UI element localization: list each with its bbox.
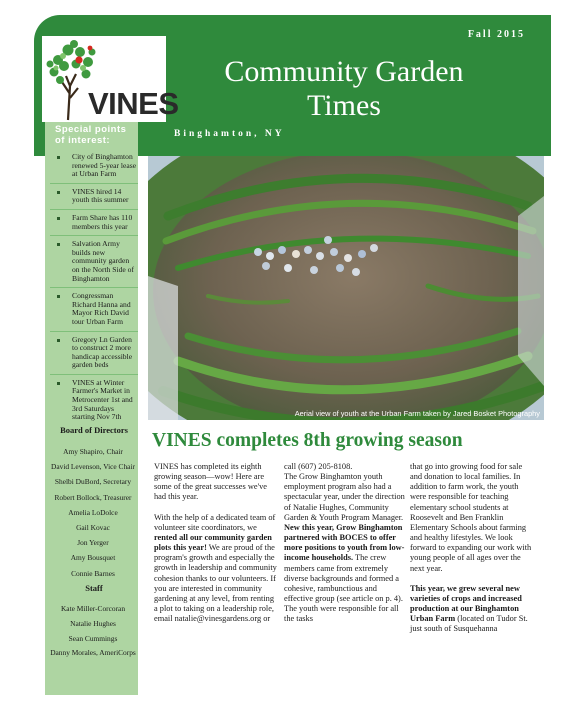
point-text: Farm Share has 110 members this year <box>72 212 133 231</box>
text-run: The crew members came from extremely diverse backgrounds and formed a cohesive, rambunctious and effective group (see article on p. 4). The youth were responsible for all the tasks <box>284 553 403 624</box>
list-item: Danny Morales, AmeriCorps <box>50 648 136 658</box>
text-run-bold: rented all our community garden plots this year! <box>154 532 272 553</box>
paragraph <box>410 584 534 635</box>
article-column-3 <box>410 462 534 645</box>
paragraph: VINES has completed its eighth growing season—wow! Here are some of the great successes we've had this year. <box>154 462 267 502</box>
point-text: City of Binghamton renewed 5-year lease at Urban Farm <box>72 152 137 179</box>
list-item: Robert Bollock, Treasurer <box>54 492 132 502</box>
text-run: call (607) 205-8108. <box>284 462 353 471</box>
logo-text: VINES <box>88 86 179 121</box>
text-run: (located on Tudor St. just south of Susquehanna <box>410 614 528 634</box>
text-run-bold: New this year, Grow Binghamton partnered with BOCES to offer more positions to youth from low-income households. <box>284 522 405 563</box>
photo-caption: Aerial view of youth at the Urban Farm taken by Jared Bosket Photography <box>294 409 540 418</box>
bullet-icon <box>57 295 60 298</box>
list-item: Sean Cummings <box>68 633 118 643</box>
text-run: We are proud of the program's growth and especially the growth in leadership and community cohesion thanks to our volunteers. If you are interested in community gardening at any level, from renting a plot to taking on a leadership role, email natalie@vinesgardens.org or <box>154 543 277 624</box>
bullet-icon <box>57 191 60 194</box>
article-headline: VINES completes 8th growing season <box>152 430 463 451</box>
point-text: Gregory Ln Garden to construct 2 more handicap accessible garden beds <box>72 334 133 370</box>
bullet-icon <box>57 339 60 342</box>
list-item: David Levenson, Vice Chair <box>51 462 135 472</box>
board-list <box>45 444 141 581</box>
vines-logo <box>42 36 179 122</box>
bullet-icon <box>57 243 60 246</box>
newsletter-title-line2: Times <box>307 89 381 122</box>
special-points-title <box>55 124 135 146</box>
point-text: VINES at Winter Farmer's Market in Metrocenter 1st and 3rd Saturdays starting Nov 7th <box>72 377 133 422</box>
list-item: Amy Bousquet <box>70 553 116 563</box>
article-column-1 <box>154 462 278 634</box>
location-label: Binghamton, NY <box>174 129 285 139</box>
special-points-title-line2: of interest: <box>55 135 111 146</box>
list-item: Kate Miller-Corcoran <box>60 604 126 613</box>
list-item: Jon Yerger <box>77 538 109 548</box>
special-points-title-line1: Special points <box>55 124 127 135</box>
article-column-2 <box>284 462 408 635</box>
list-item <box>50 332 138 375</box>
list-item <box>50 288 138 331</box>
paragraph <box>284 472 408 624</box>
list-item <box>50 149 138 184</box>
list-item <box>50 375 138 426</box>
text-run: With the help of a dedicated team of volunteer site coordinators, we <box>154 512 276 532</box>
list-item: Connie Barnes <box>71 568 115 578</box>
list-item <box>50 236 138 288</box>
newsletter-title-line1: Community Garden <box>224 55 464 88</box>
bullet-icon <box>57 217 60 220</box>
list-item: Gail Kovac <box>76 523 110 533</box>
list-item: Amy Shapiro, Chair <box>63 447 123 456</box>
paragraph: that go into growing food for sale and donation to local families. In addition to farm work, the youth were responsible for teaching elementary school students at Roosevelt and Ben Franklin Elementary Schools about farming and healthy lifestyles. We look forward to expanding our work with young people of all ages over the next year. <box>410 462 532 573</box>
aerial-photo-image <box>148 156 544 420</box>
paragraph <box>154 513 278 625</box>
paragraph <box>284 462 408 472</box>
list-item: Amelia LoDolce <box>68 507 118 517</box>
list-item: Natalie Hughes <box>70 618 116 628</box>
staff-title: Staff <box>85 583 103 593</box>
bullet-icon <box>57 382 60 385</box>
list-item <box>50 184 138 210</box>
list-item <box>50 210 138 236</box>
point-text: VINES hired 14 youth this summer <box>72 186 129 205</box>
special-points-list <box>50 149 138 426</box>
bullet-icon <box>57 156 60 159</box>
staff-list <box>45 602 141 661</box>
issue-date: Fall 2015 <box>467 29 525 40</box>
point-text: Salvation Army builds new community garden on the North Side of Binghamton <box>72 239 135 283</box>
board-title: Board of Directors <box>60 425 128 435</box>
point-text: Congressman Richard Hanna and Mayor Rich David tour Urban Farm <box>72 291 131 326</box>
list-item: Shelbi DuBord, Secretary <box>54 477 132 487</box>
text-run: The Grow Binghamton youth employment program also had a spectacular year, under the direction of Natalie Hughes, Community Garden & Youth Program Manager. <box>284 472 405 522</box>
text-run-bold: This year, we grew several new varieties of crops and increased production at our Binghamton Urban Farm <box>410 583 522 624</box>
aerial-photo <box>148 156 544 420</box>
